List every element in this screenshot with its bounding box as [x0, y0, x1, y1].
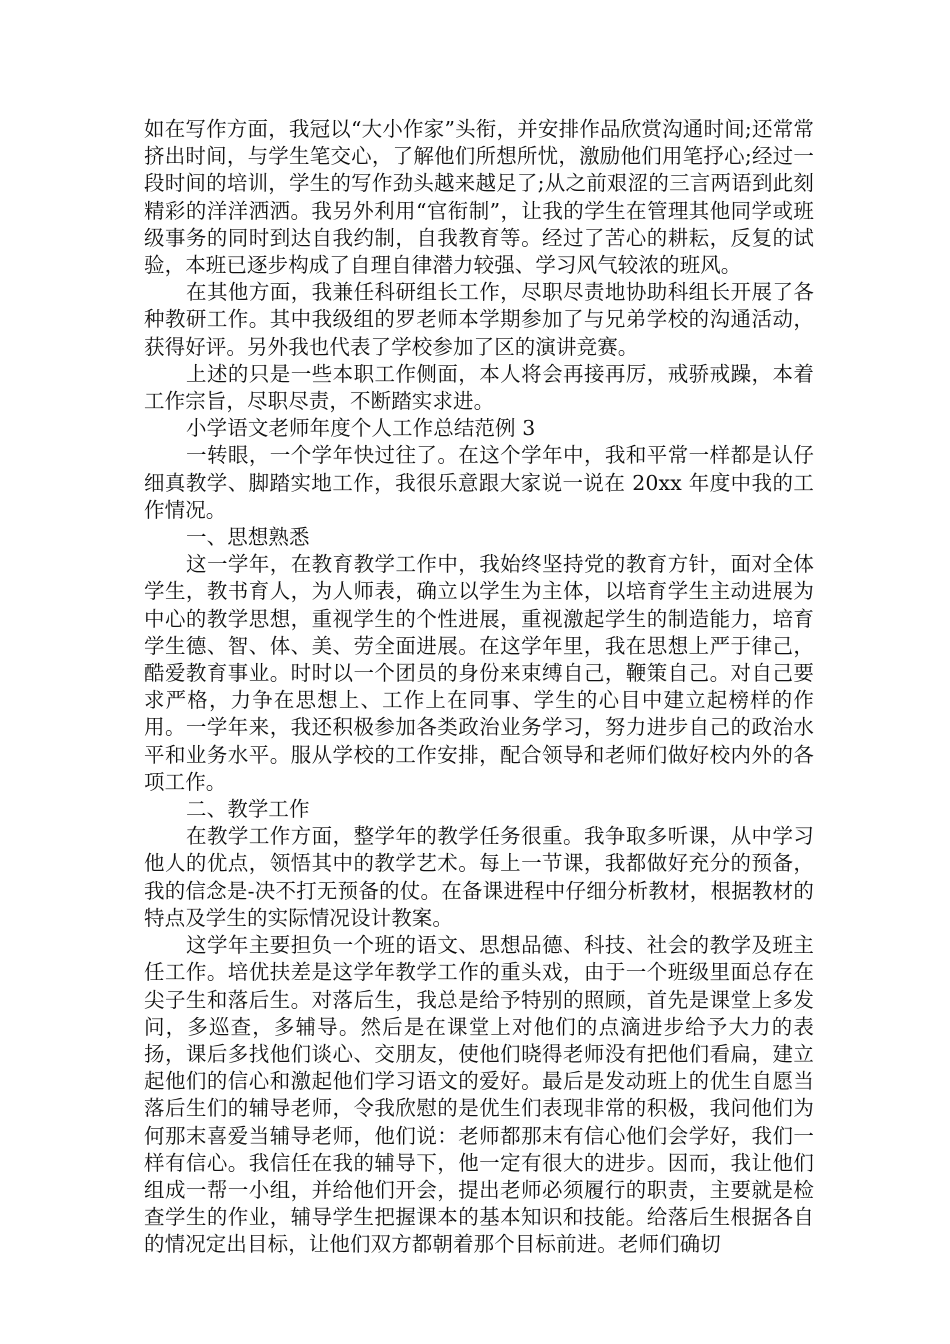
- paragraph-1: 如在写作方面，我冠以“大小作家”头衔，并安排作品欣赏沟通时间;还常常挤出时间，与学生笔交心，了解他们所想所忧，激励他们用笔抒心;经过一段时间的培训，学生的写作劲头越来越足了;从之前艰涩的三言两语到此刻精彩的洋洋洒洒。我另外利用“官衔制”，让我的学生在管理其他同学或班级事务的同时到达自我约制，自我教育等。经过了苦心的耕耘，反复的试验，本班已逐步构成了自理自律潜力较强、学习风气较浓的班风。: [144, 117, 814, 278]
- paragraph-5: 一转眼，一个学年快过往了。在这个学年中，我和平常一样都是认仔细真教学、脚踏实地工作，我很乐意跟大家说一说在 20xx 年度中我的工作情况。: [144, 443, 814, 522]
- section-title: 小学语文老师年度个人工作总结范例 3: [186, 416, 536, 441]
- paragraph-9: 在教学工作方面，整学年的教学任务很重。我争取多听课，从中学习他人的优点，领悟其中的教学艺术。每上一节课，我都做好充分的预备，我的信念是-决不打无预备的仗。在备课进程中仔细分析教材，根据教材的特点及学生的实际情况设计教案。: [144, 824, 814, 930]
- paragraph-10: 这学年主要担负一个班的语文、思想品德、科技、社会的教学及班主任工作。培优扶差是这学年教学工作的重头戏，由于一个班级里面总存在尖子生和落后生。对落后生，我总是给予特别的照顾，首先是课堂上多发问，多巡查，多辅导。然后是在课堂上对他们的点滴进步给予大力的表扬，课后多找他们谈心、交朋友，使他们晓得老师没有把他们看扁，建立起他们的信心和激起他们学习语文的爱好。最后是发动班上的优生自愿当落后生们的辅导老师，令我欣慰的是优生们表现非常的积极，我问他们为何那末喜爱当辅导老师，他们说：老师都那末有信心他们会学好，我们一样有信心。我信任在我的辅导下，他一定有很大的进步。因而，我让他们组成一帮一小组，并给他们开会，提出老师必须履行的职责，主要就是检查学生的作业，辅导学生把握课本的基本知识和技能。给落后生根据各自的情况定出目标，让他们双方都朝着那个目标前进。老师们确切: [144, 933, 814, 1257]
- heading-teaching: 二、教学工作: [186, 797, 310, 822]
- paragraph-2: 在其他方面，我兼任科研组长工作，尽职尽责地协助科组长开展了各种教研工作。其中我级组的罗老师本学期参加了与兄弟学校的沟通活动，获得好评。另外我也代表了学校参加了区的演讲竞赛。: [144, 280, 814, 359]
- heading-thoughts: 一、思想熟悉: [186, 525, 310, 550]
- paragraph-3: 上述的只是一些本职工作侧面，本人将会再接再厉，戒骄戒躁，本着工作宗旨，尽职尽责，不断踏实求进。: [144, 361, 814, 414]
- document-body: [144, 116, 814, 1259]
- paragraph-7: 这一学年，在教育教学工作中，我始终坚持党的教育方针，面对全体学生，教书育人，为人师表，确立以学生为主体，以培育学生主动进展为中心的教学思想，重视学生的个性进展，重视激起学生的制造能力，培育学生德、智、体、美、劳全面进展。在这学年里，我在思想上严于律己，酷爱教育事业。时时以一个团员的身份来束缚自己，鞭策自己。对自己要求严格，力争在思想上、工作上在同事、学生的心目中建立起榜样的作用。一学年来，我还积极参加各类政治业务学习，努力进步自己的政治水平和业务水平。服从学校的工作安排，配合领导和老师们做好校内外的各项工作。: [144, 552, 814, 794]
